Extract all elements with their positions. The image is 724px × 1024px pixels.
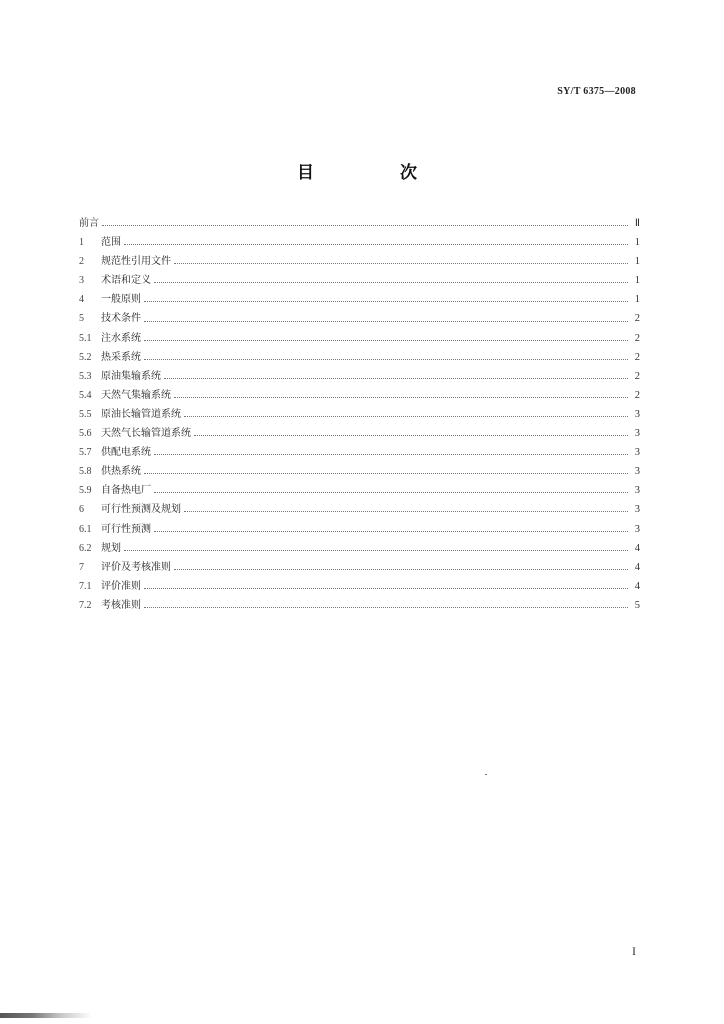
standard-code: SY/T 6375—2008 <box>557 86 636 97</box>
toc-entry-page: 4 <box>634 561 640 573</box>
toc-entry[interactable] <box>79 481 640 500</box>
toc-entry-page: 2 <box>634 351 640 363</box>
toc-entry-title: 考核准则 <box>101 599 141 611</box>
toc-entry[interactable] <box>79 252 640 271</box>
toc-entry-title: 前言 <box>79 218 99 229</box>
toc-entry-title: 术语和定义 <box>101 275 151 287</box>
toc-entry-title: 技术条件 <box>101 313 141 325</box>
toc-entry-title: 规范性引用文件 <box>101 256 171 268</box>
toc-entry-number: 5.5 <box>79 408 92 420</box>
toc-entry-title: 范围 <box>101 237 121 249</box>
toc-entry[interactable] <box>79 443 640 462</box>
toc-entry-page: 4 <box>634 542 640 554</box>
toc-dot-leader <box>144 588 628 589</box>
toc-dot-leader <box>124 244 628 245</box>
toc-entry-page: 3 <box>634 447 640 459</box>
toc-entry-number: 6 <box>79 504 84 516</box>
table-of-contents <box>79 214 640 615</box>
toc-entry-page: 2 <box>634 313 640 325</box>
scan-smudge <box>0 1013 92 1018</box>
toc-entry[interactable] <box>79 539 640 558</box>
toc-entry-number: 4 <box>79 294 84 306</box>
toc-entry-number: 5.2 <box>79 351 92 363</box>
toc-entry-title: 供配电系统 <box>101 447 151 459</box>
toc-entry-number: 5.7 <box>79 447 92 459</box>
toc-entry[interactable] <box>79 329 640 348</box>
toc-entry[interactable] <box>79 500 640 519</box>
toc-entry-title: 可行性预测及规划 <box>101 504 181 516</box>
toc-dot-leader <box>174 263 628 264</box>
toc-entry[interactable] <box>79 233 640 252</box>
toc-entry-page: 1 <box>634 256 640 268</box>
toc-dot-leader <box>174 569 628 570</box>
toc-dot-leader <box>144 321 628 322</box>
toc-entry-title: 自备热电厂 <box>101 485 151 497</box>
toc-entry-number: 5.6 <box>79 428 92 440</box>
toc-entry-page: 1 <box>634 275 640 287</box>
toc-entry-title: 天然气集输系统 <box>101 389 171 401</box>
toc-entry-title: 评价准则 <box>101 580 141 592</box>
toc-entry[interactable] <box>79 558 640 577</box>
toc-entry-page: 3 <box>634 428 640 440</box>
toc-entry[interactable] <box>79 596 640 615</box>
toc-dot-leader <box>144 473 628 474</box>
toc-entry-title: 评价及考核准则 <box>101 561 171 573</box>
toc-entry-title: 供热系统 <box>101 466 141 478</box>
toc-entry[interactable] <box>79 309 640 328</box>
toc-dot-leader <box>144 340 628 341</box>
toc-entry-page: Ⅱ <box>634 218 640 229</box>
toc-entry-page: 1 <box>634 237 640 249</box>
toc-entry-title: 可行性预测 <box>101 523 151 535</box>
toc-title: 目 次 <box>297 163 457 183</box>
toc-entry-number: 5.1 <box>79 332 92 344</box>
toc-entry-title: 热采系统 <box>101 351 141 363</box>
toc-entry-title: 一般原则 <box>101 294 141 306</box>
toc-entry-number: 5.9 <box>79 485 92 497</box>
toc-entry[interactable] <box>79 405 640 424</box>
toc-entry-number: 5.3 <box>79 370 92 382</box>
toc-entry[interactable] <box>79 367 640 386</box>
toc-entry-number: 5.4 <box>79 389 92 401</box>
toc-entry-page: 5 <box>634 599 640 611</box>
toc-entry-number: 2 <box>79 256 84 268</box>
toc-entry-page: 2 <box>634 370 640 382</box>
toc-entry[interactable] <box>79 271 640 290</box>
toc-entry-page: 3 <box>634 504 640 516</box>
toc-entry-title: 天然气长输管道系统 <box>101 428 191 440</box>
toc-entry-number: 7 <box>79 561 84 573</box>
toc-dot-leader <box>144 301 628 302</box>
toc-entry-page: 3 <box>634 408 640 420</box>
toc-entry-title: 原油集输系统 <box>101 370 161 382</box>
toc-dot-leader <box>154 531 628 532</box>
toc-entry-number: 5.8 <box>79 466 92 478</box>
toc-dot-leader <box>164 378 628 379</box>
toc-dot-leader <box>102 225 628 226</box>
toc-dot-leader <box>144 607 628 608</box>
toc-entry-page: 3 <box>634 485 640 497</box>
toc-dot-leader <box>174 397 628 398</box>
toc-dot-leader <box>124 550 628 551</box>
toc-entry[interactable] <box>79 424 640 443</box>
toc-entry-number: 6.1 <box>79 523 92 535</box>
toc-entry-page: 2 <box>634 389 640 401</box>
toc-entry[interactable] <box>79 348 640 367</box>
toc-dot-leader <box>184 511 628 512</box>
toc-dot-leader <box>154 492 628 493</box>
toc-entry-page: 2 <box>634 332 640 344</box>
toc-entry-page: 3 <box>634 523 640 535</box>
toc-entry[interactable] <box>79 290 640 309</box>
toc-dot-leader <box>184 416 628 417</box>
toc-entry-page: 1 <box>634 294 640 306</box>
toc-entry-number: 3 <box>79 275 84 287</box>
toc-entry[interactable] <box>79 520 640 539</box>
toc-entry-number: 7.1 <box>79 580 92 592</box>
toc-entry-title: 原油长输管道系统 <box>101 408 181 420</box>
toc-dot-leader <box>154 282 628 283</box>
toc-entry[interactable] <box>79 214 640 233</box>
toc-entry-number: 5 <box>79 313 84 325</box>
toc-dot-leader <box>154 454 628 455</box>
toc-entry-page: 3 <box>634 466 640 478</box>
toc-dot-leader <box>194 435 628 436</box>
toc-entry[interactable] <box>79 462 640 481</box>
toc-entry-number: 6.2 <box>79 542 92 554</box>
toc-entry[interactable] <box>79 386 640 405</box>
toc-entry[interactable] <box>79 577 640 596</box>
page-number: I <box>632 944 636 958</box>
scan-speck <box>485 774 487 775</box>
toc-entry-page: 4 <box>634 580 640 592</box>
toc-entry-number: 7.2 <box>79 599 92 611</box>
toc-entry-title: 规划 <box>101 542 121 554</box>
toc-entry-title: 注水系统 <box>101 332 141 344</box>
toc-entry-number: 1 <box>79 237 84 249</box>
toc-dot-leader <box>144 359 628 360</box>
